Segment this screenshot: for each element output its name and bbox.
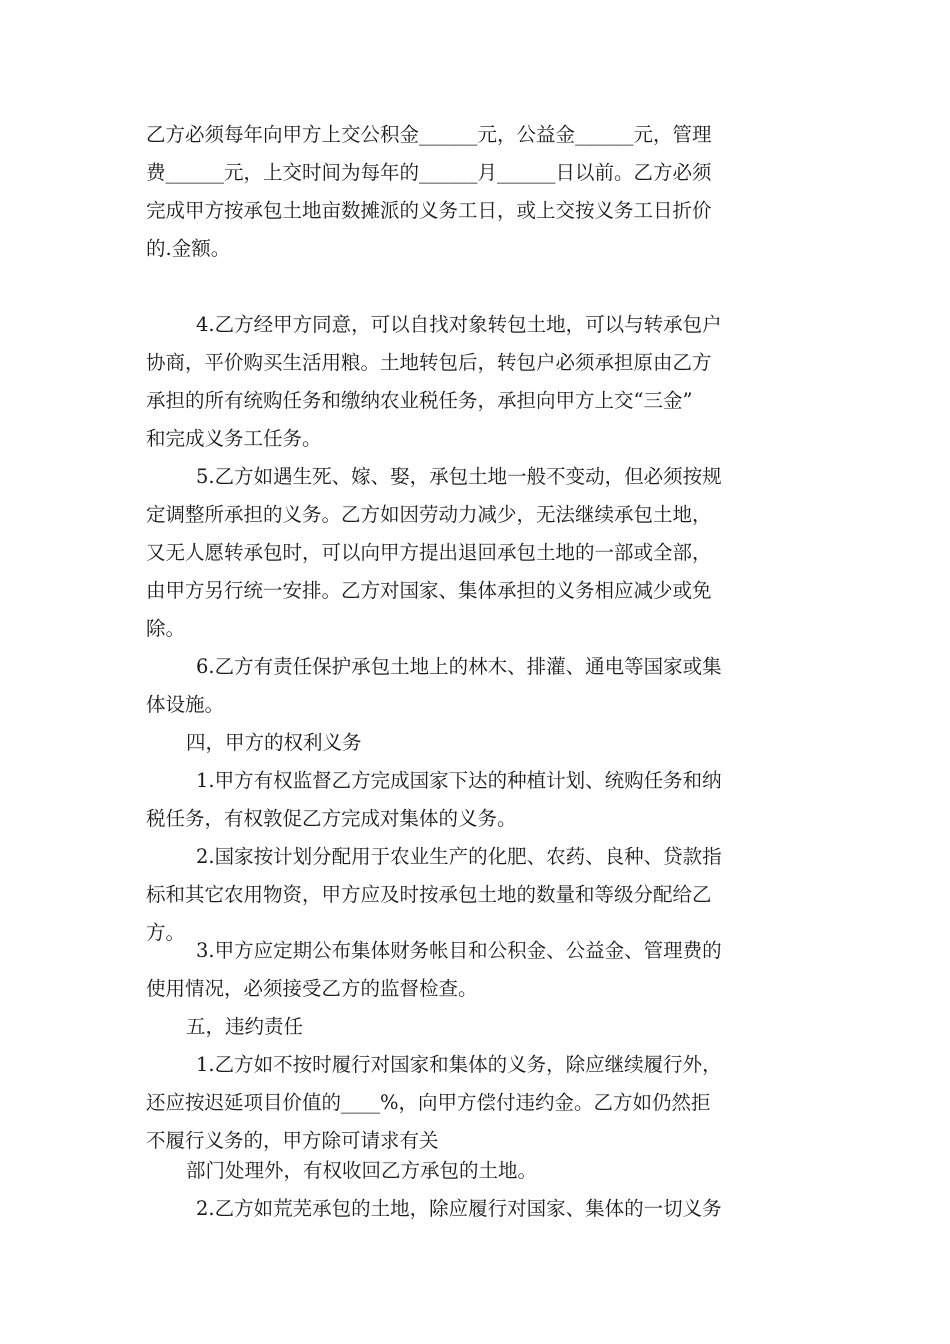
text-line: 和完成义务工任务。 [146,427,322,450]
section-heading: 四，甲方的权利义务 [186,731,362,754]
text-line: 乙方必须每年向甲方上交公积金______元，公益金______元，管理 [146,123,712,146]
text-line: 不履行义务的，甲方除可请求有关 [146,1129,439,1152]
paragraph-intro [146,116,810,268]
text-line: 费______元，上交时间为每年的______月______日以前。乙方必须 [146,161,712,184]
paragraph-item-6 [146,648,810,724]
text-line: 税任务，有权敦促乙方完成对集体的义务。 [146,807,517,830]
text-line: 标和其它农用物资，甲方应及时按承包土地的数量和等级分配给乙 [146,883,712,906]
section-heading-5 [146,1008,810,1046]
text-line: 还应按迟延项目价值的____%，向甲方偿付违约金。乙方如仍然拒 [146,1091,711,1114]
text-line: 承担的所有统购任务和缴纳农业税任务，承担向甲方上交“三金” [146,389,693,412]
text-line: 的.金额。 [146,237,231,260]
section-heading: 五，违约责任 [186,1015,304,1038]
section-heading-4 [146,724,810,762]
paragraph-breach-continuation [146,1152,810,1190]
paragraph-item-5 [146,458,810,648]
text-line: 定调整所承担的义务。乙方如因劳动力减少，无法继续承包土地， [146,503,712,526]
text-line: 2.国家按计划分配用于农业生产的化肥、农药、良种、贷款指 [196,845,722,868]
text-line: 方。 [146,921,186,944]
text-line: 协商，平价购买生活用粮。土地转包后，转包户必须承担原由乙方 [146,351,712,374]
paragraph-party-a-item-1 [146,762,810,838]
text-line: 2.乙方如荒芜承包的土地，除应履行对国家、集体的一切义务 [196,1197,722,1220]
text-line: 1.乙方如不按时履行对国家和集体的义务，除应继续履行外， [196,1053,722,1076]
text-line: 1.甲方有权监督乙方完成国家下达的种植计划、统购任务和纳 [196,769,722,792]
paragraph-item-4 [146,306,810,458]
text-line: 由甲方另行统一安排。乙方对国家、集体承担的义务相应减少或免 [146,579,712,602]
text-line: 使用情况，必须接受乙方的监督检查。 [146,977,478,1000]
text-line: 3.甲方应定期公布集体财务帐目和公积金、公益金、管理费的 [196,939,722,962]
paragraph-party-a-item-3 [146,932,810,1008]
paragraph-breach-item-2 [146,1190,810,1228]
text-line: 完成甲方按承包土地亩数摊派的义务工日，或上交按义务工日折价 [146,199,712,222]
paragraph-breach-item-1 [146,1046,810,1160]
text-line: 体设施。 [146,693,225,716]
text-line: 4.乙方经甲方同意，可以自找对象转包土地，可以与转承包户 [196,313,722,336]
text-line: 又无人愿转承包时，可以向甲方提出退回承包土地的一部或全部， [146,541,712,564]
text-line: 部门处理外，有权收回乙方承包的土地。 [186,1159,538,1182]
text-line: 除。 [146,617,186,640]
text-line: 6.乙方有责任保护承包土地上的林木、排灌、通电等国家或集 [196,655,722,678]
text-line: 5.乙方如遇生死、嫁、娶，承包土地一般不变动，但必须按规 [196,465,722,488]
